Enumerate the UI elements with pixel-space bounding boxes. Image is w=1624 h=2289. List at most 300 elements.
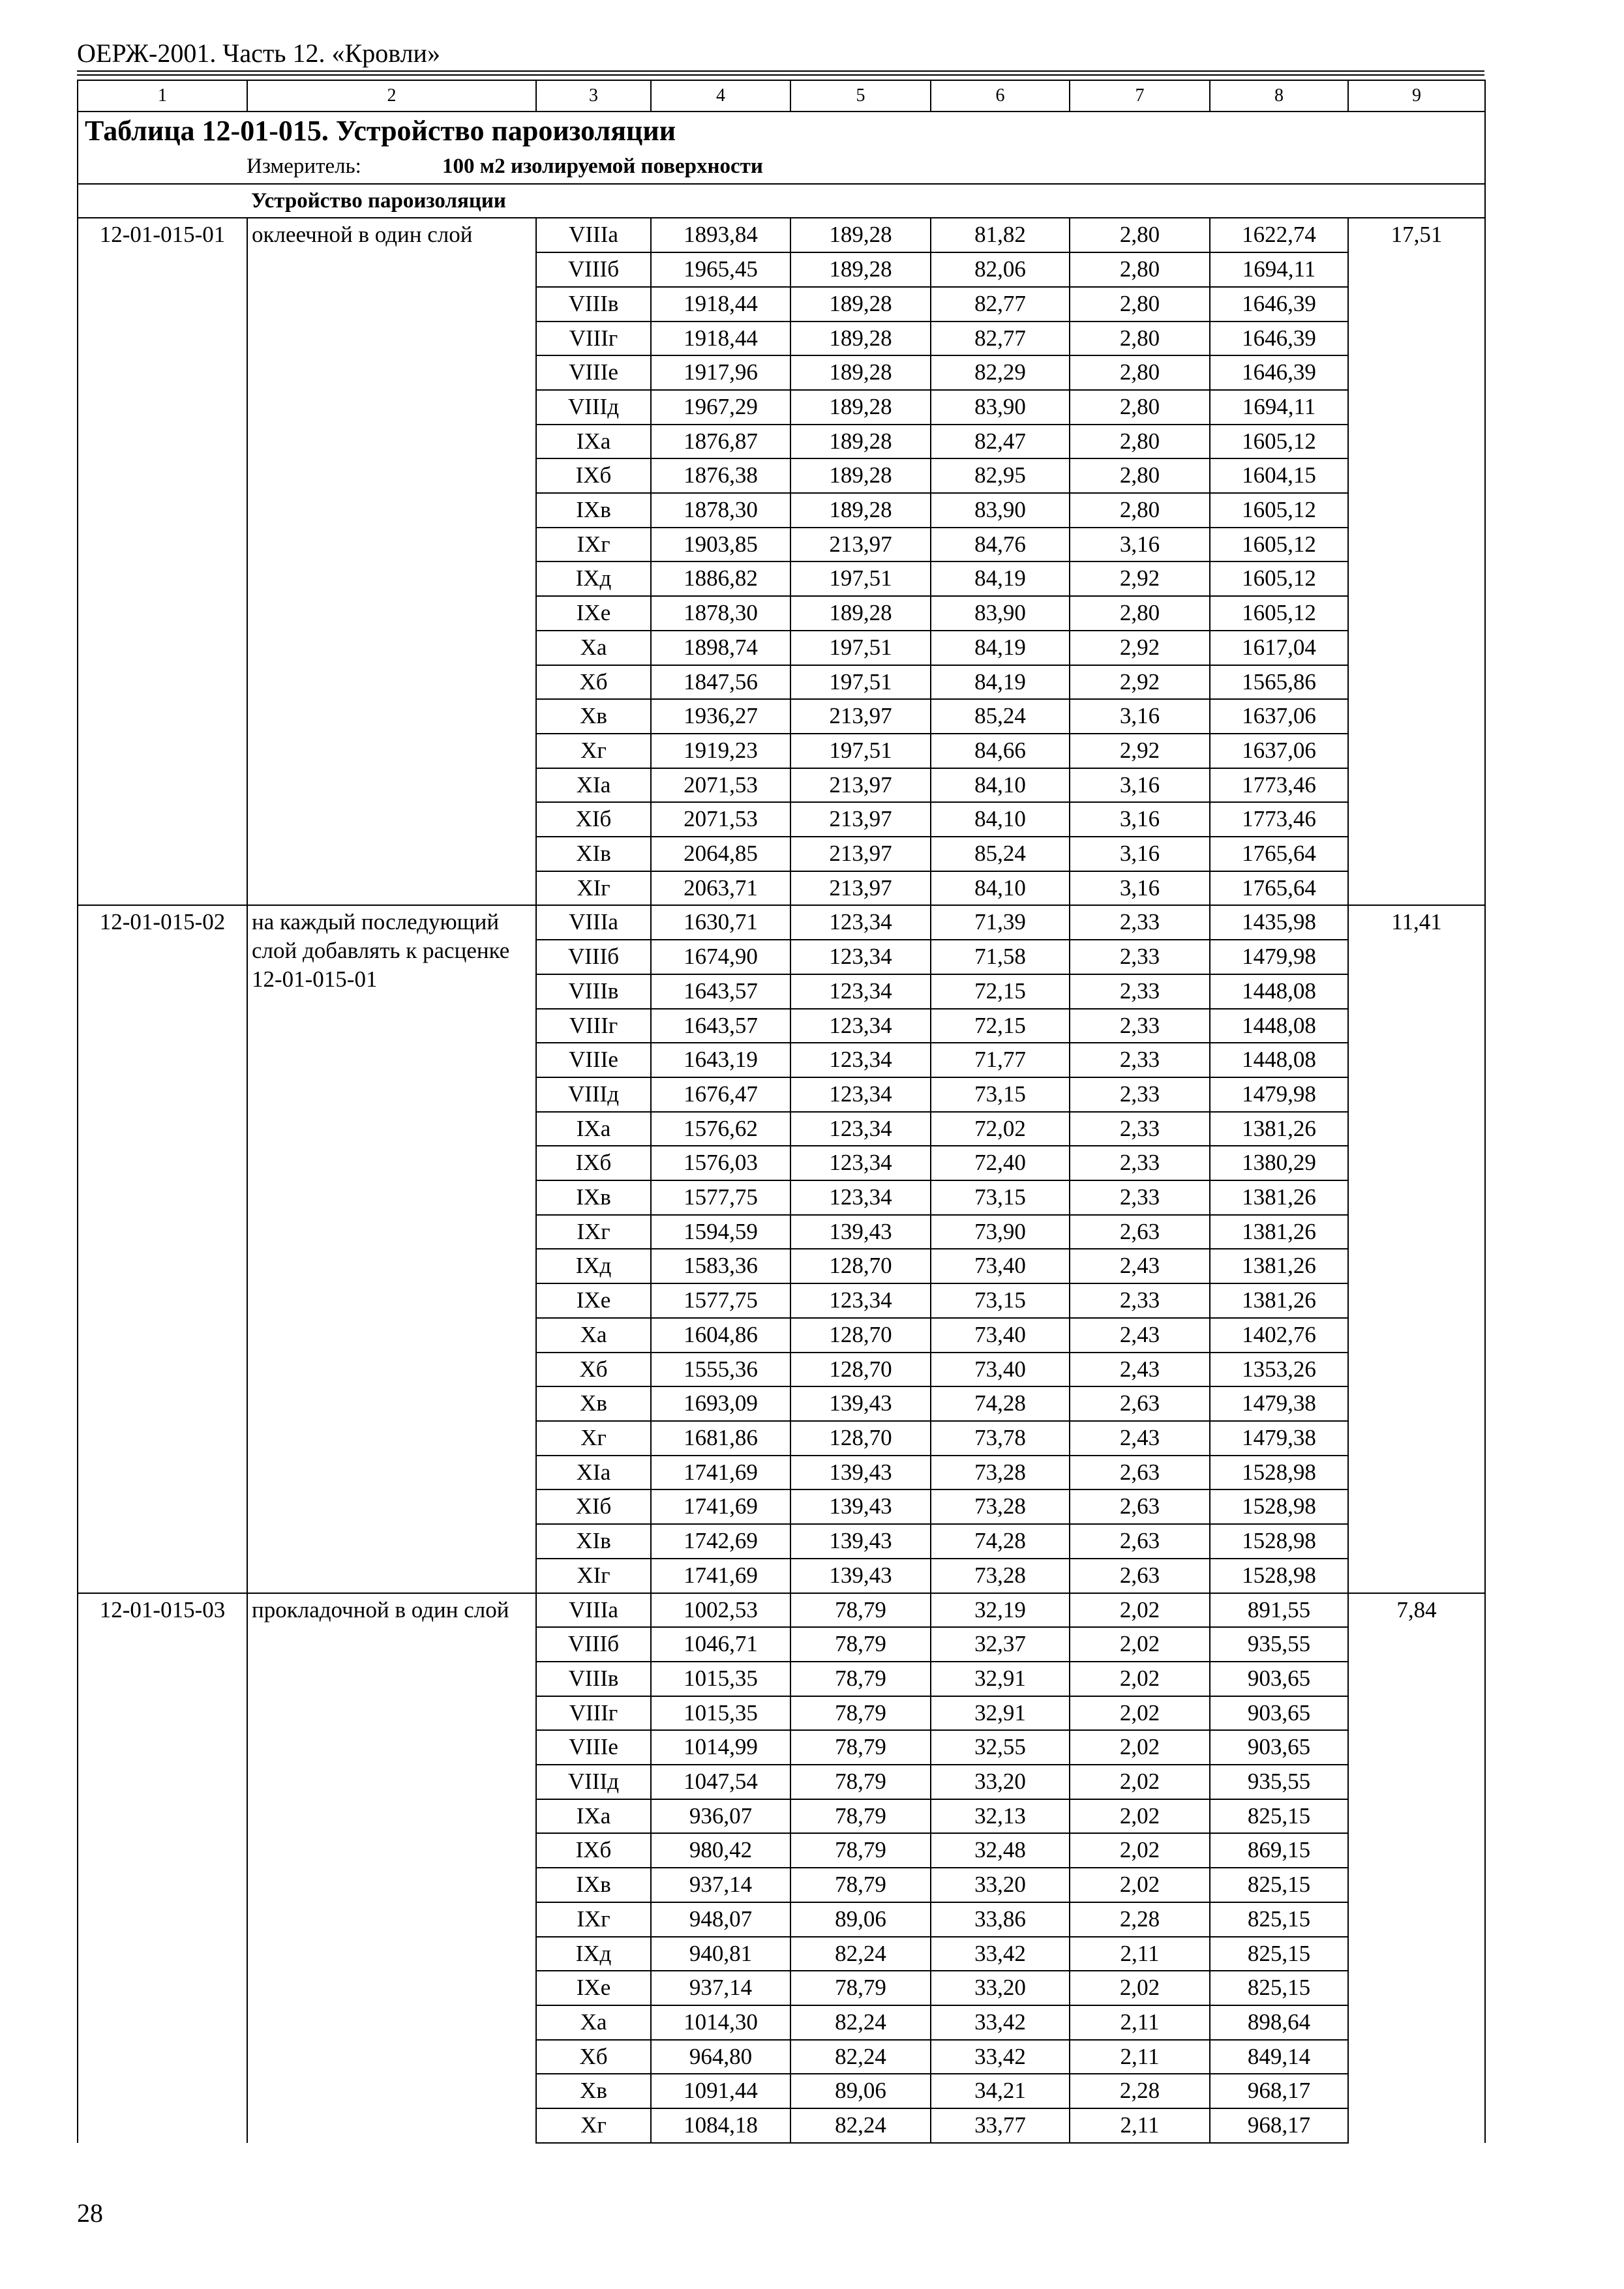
cell: 1643,19 [651,1043,790,1077]
cell: 3,16 [1070,802,1210,837]
cell: 78,79 [790,1662,931,1696]
cell: 903,65 [1210,1662,1348,1696]
cell: XIа [536,1456,651,1490]
cell: Xб [536,1353,651,1387]
cell: Xб [536,665,651,700]
cell: 78,79 [790,1627,931,1662]
cell: 2,80 [1070,458,1210,493]
cell: 2,63 [1070,1456,1210,1490]
rate-code: 12-01-015-01 [78,218,247,905]
cell: 189,28 [790,458,931,493]
cell: 2063,71 [651,871,790,906]
cell: 2,92 [1070,561,1210,596]
cell: 1605,12 [1210,561,1348,596]
cell: 1918,44 [651,287,790,322]
cell: 123,34 [790,905,931,940]
cell: 1604,15 [1210,458,1348,493]
cell: VIIIб [536,940,651,974]
column-number: 6 [931,80,1070,112]
cell: 1878,30 [651,596,790,631]
cell: 825,15 [1210,1799,1348,1834]
measure-cell [78,150,1485,184]
cell: 2,02 [1070,1799,1210,1834]
column-number: 2 [247,80,536,112]
column-number: 8 [1210,80,1348,112]
cell: IXв [536,1180,651,1215]
cell: VIIIе [536,1730,651,1765]
cell: 1674,90 [651,940,790,974]
cell: 1435,98 [1210,905,1348,940]
cell: 935,55 [1210,1765,1348,1799]
cell: 1681,86 [651,1421,790,1456]
cell: 73,28 [931,1559,1070,1593]
cell: 2,02 [1070,1730,1210,1765]
cell: 1876,87 [651,425,790,459]
cell: 1876,38 [651,458,790,493]
cell: 33,20 [931,1971,1070,2005]
cell: IXе [536,1283,651,1318]
cell: 1014,99 [651,1730,790,1765]
cell: XIв [536,837,651,871]
cell: 72,15 [931,974,1070,1009]
running-header: ОЕРЖ-2001. Часть 12. «Кровли» [77,38,440,68]
cell: IXг [536,1902,651,1937]
cell: 213,97 [790,802,931,837]
cell: XIб [536,1489,651,1524]
column-number-row [78,80,1485,112]
cell: 73,40 [931,1249,1070,1283]
cell: 1448,08 [1210,1009,1348,1043]
cell: 1741,69 [651,1456,790,1490]
work-description: прокладочной в один слой [247,1593,536,2143]
cell: 72,40 [931,1146,1070,1180]
cell: 2,63 [1070,1215,1210,1249]
cell: 189,28 [790,287,931,322]
cell: 1605,12 [1210,596,1348,631]
cell: 825,15 [1210,1868,1348,1902]
cell: 78,79 [790,1765,931,1799]
cell: 2,02 [1070,1971,1210,2005]
cell: 2,02 [1070,1765,1210,1799]
cell: IXд [536,1937,651,1971]
cell: 71,39 [931,905,1070,940]
cell: 2,80 [1070,425,1210,459]
cell: 891,55 [1210,1593,1348,1628]
cell: 1967,29 [651,390,790,425]
cell: 2,43 [1070,1249,1210,1283]
cell: 78,79 [790,1593,931,1628]
cell: 2,33 [1070,1009,1210,1043]
cell: 2,02 [1070,1593,1210,1628]
cell: IXв [536,493,651,528]
cell: 964,80 [651,2040,790,2074]
cell: 73,15 [931,1283,1070,1318]
cell: 123,34 [790,1283,931,1318]
cell: 128,70 [790,1353,931,1387]
cell: 32,55 [931,1730,1070,1765]
cell: VIIIг [536,1696,651,1731]
cell: 82,24 [790,2005,931,2040]
cell: 123,34 [790,1009,931,1043]
cell: 825,15 [1210,1971,1348,2005]
cell: 32,91 [931,1662,1070,1696]
cell: 139,43 [790,1524,931,1559]
cell: 123,34 [790,974,931,1009]
cell: 1919,23 [651,734,790,768]
cell: 1693,09 [651,1386,790,1421]
cell: 72,15 [931,1009,1070,1043]
cell: 78,79 [790,1696,931,1731]
cell: 1015,35 [651,1662,790,1696]
cell: 82,77 [931,322,1070,356]
cell: VIIIв [536,974,651,1009]
cell: 73,40 [931,1318,1070,1353]
cell: 139,43 [790,1456,931,1490]
cell: 123,34 [790,1146,931,1180]
cell: 74,28 [931,1386,1070,1421]
cell: Xа [536,631,651,665]
labor-value: 11,41 [1348,905,1485,1593]
cell: 82,29 [931,355,1070,390]
cell: 213,97 [790,699,931,734]
cell: 72,02 [931,1112,1070,1146]
cell: 2,43 [1070,1421,1210,1456]
cell: 1002,53 [651,1593,790,1628]
cell: 32,48 [931,1833,1070,1868]
cell: 89,06 [790,1902,931,1937]
cell: 849,14 [1210,2040,1348,2074]
cell: VIIIд [536,1765,651,1799]
cell: 2071,53 [651,802,790,837]
cell: XIб [536,802,651,837]
cell: 948,07 [651,1902,790,1937]
table-row [78,218,1485,252]
cell: Xа [536,2005,651,2040]
cell: 1903,85 [651,528,790,562]
cell: 71,58 [931,940,1070,974]
cell: 2,11 [1070,1937,1210,1971]
cell: 33,42 [931,2005,1070,2040]
cell: 139,43 [790,1559,931,1593]
cell: 84,66 [931,734,1070,768]
section-spacer [78,184,247,218]
cell: 1643,57 [651,974,790,1009]
rates-table [77,80,1486,2144]
cell: 940,81 [651,1937,790,1971]
cell: 2,43 [1070,1353,1210,1387]
cell: 189,28 [790,493,931,528]
section-row [78,184,1485,218]
cell: 1605,12 [1210,528,1348,562]
cell: 2,02 [1070,1627,1210,1662]
rate-code: 12-01-015-03 [78,1593,247,2143]
cell: 1576,03 [651,1146,790,1180]
cell: 213,97 [790,871,931,906]
cell: 1381,26 [1210,1112,1348,1146]
cell: 128,70 [790,1249,931,1283]
cell: 1583,36 [651,1249,790,1283]
cell: 1576,62 [651,1112,790,1146]
cell: 34,21 [931,2074,1070,2108]
cell: 82,24 [790,2040,931,2074]
cell: 2,33 [1070,940,1210,974]
cell: 213,97 [790,768,931,803]
cell: 2,63 [1070,1524,1210,1559]
cell: 1742,69 [651,1524,790,1559]
cell: 189,28 [790,218,931,252]
cell: XIв [536,1524,651,1559]
cell: 189,28 [790,322,931,356]
cell: 1046,71 [651,1627,790,1662]
cell: 903,65 [1210,1696,1348,1731]
cell: 2,11 [1070,2005,1210,2040]
cell: 2064,85 [651,837,790,871]
cell: VIIIб [536,1627,651,1662]
cell: 1643,57 [651,1009,790,1043]
cell: 33,86 [931,1902,1070,1937]
cell: 2,33 [1070,1077,1210,1112]
cell: 1878,30 [651,493,790,528]
column-number: 1 [78,80,247,112]
cell: 123,34 [790,940,931,974]
cell: IXе [536,1971,651,2005]
cell: 1694,11 [1210,252,1348,287]
cell: Xг [536,1421,651,1456]
cell: 2,80 [1070,287,1210,322]
cell: 123,34 [790,1043,931,1077]
cell: 123,34 [790,1077,931,1112]
cell: 1014,30 [651,2005,790,2040]
cell: IXг [536,1215,651,1249]
cell: 968,17 [1210,2108,1348,2143]
cell: 78,79 [790,1799,931,1834]
column-number: 9 [1348,80,1485,112]
cell: Xв [536,699,651,734]
cell: 33,20 [931,1765,1070,1799]
cell: 936,07 [651,1799,790,1834]
cell: 2,92 [1070,631,1210,665]
cell: 2,80 [1070,355,1210,390]
cell: 1630,71 [651,905,790,940]
cell: 189,28 [790,390,931,425]
cell: 825,15 [1210,1937,1348,1971]
cell: 2,02 [1070,1696,1210,1731]
cell: 1528,98 [1210,1559,1348,1593]
cell: 1381,26 [1210,1283,1348,1318]
cell: Xг [536,734,651,768]
cell: 968,17 [1210,2074,1348,2108]
cell: 1565,86 [1210,665,1348,700]
cell: 197,51 [790,631,931,665]
cell: 1555,36 [651,1353,790,1387]
cell: 1646,39 [1210,355,1348,390]
cell: 84,19 [931,561,1070,596]
cell: 82,24 [790,1937,931,1971]
cell: 903,65 [1210,1730,1348,1765]
cell: 139,43 [790,1386,931,1421]
cell: 3,16 [1070,699,1210,734]
cell: 1886,82 [651,561,790,596]
cell: 2,33 [1070,974,1210,1009]
cell: 2,80 [1070,252,1210,287]
cell: 2,28 [1070,2074,1210,2108]
cell: 33,77 [931,2108,1070,2143]
cell: 78,79 [790,1971,931,2005]
cell: 2,63 [1070,1559,1210,1593]
cell: 73,28 [931,1489,1070,1524]
cell: 33,42 [931,1937,1070,1971]
cell: 32,91 [931,1696,1070,1731]
cell: 74,28 [931,1524,1070,1559]
cell: 1676,47 [651,1077,790,1112]
cell: 128,70 [790,1421,931,1456]
column-number: 5 [790,80,931,112]
cell: 139,43 [790,1215,931,1249]
cell: 1047,54 [651,1765,790,1799]
cell: 1084,18 [651,2108,790,2143]
cell: VIIIа [536,905,651,940]
cell: VIIIе [536,1043,651,1077]
cell: 2,11 [1070,2040,1210,2074]
cell: 1479,98 [1210,1077,1348,1112]
title-row [78,112,1485,150]
column-number: 4 [651,80,790,112]
cell: 869,15 [1210,1833,1348,1868]
cell: 73,15 [931,1077,1070,1112]
cell: 1448,08 [1210,974,1348,1009]
cell: Xа [536,1318,651,1353]
cell: 1936,27 [651,699,790,734]
cell: 825,15 [1210,1902,1348,1937]
cell: 82,77 [931,287,1070,322]
cell: 1528,98 [1210,1456,1348,1490]
cell: 3,16 [1070,768,1210,803]
cell: 2,80 [1070,390,1210,425]
cell: 189,28 [790,596,931,631]
labor-value: 7,84 [1348,1593,1485,2143]
cell: 1898,74 [651,631,790,665]
cell: 2,11 [1070,2108,1210,2143]
cell: 1091,44 [651,2074,790,2108]
cell: VIIIд [536,1077,651,1112]
cell: 2,33 [1070,1112,1210,1146]
cell: 123,34 [790,1112,931,1146]
cell: 1577,75 [651,1180,790,1215]
cell: 2,02 [1070,1868,1210,1902]
cell: 1381,26 [1210,1249,1348,1283]
cell: Xв [536,2074,651,2108]
cell: 980,42 [651,1833,790,1868]
cell: 83,90 [931,493,1070,528]
cell: 1353,26 [1210,1353,1348,1387]
cell: 73,28 [931,1456,1070,1490]
cell: 1773,46 [1210,768,1348,803]
cell: IXе [536,596,651,631]
cell: 32,37 [931,1627,1070,1662]
cell: 128,70 [790,1318,931,1353]
cell: 84,76 [931,528,1070,562]
cell: 78,79 [790,1868,931,1902]
cell: 82,06 [931,252,1070,287]
cell: 82,24 [790,2108,931,2143]
table-row [78,1593,1485,1628]
cell: 1605,12 [1210,425,1348,459]
cell: 1528,98 [1210,1489,1348,1524]
cell: 89,06 [790,2074,931,2108]
cell: 84,10 [931,871,1070,906]
measure-row [78,150,1485,184]
cell: IXб [536,1833,651,1868]
cell: 84,10 [931,802,1070,837]
cell: VIIIв [536,1662,651,1696]
cell: XIг [536,871,651,906]
cell: 1528,98 [1210,1524,1348,1559]
cell: 937,14 [651,1971,790,2005]
cell: IXа [536,1112,651,1146]
cell: 83,90 [931,596,1070,631]
cell: XIг [536,1559,651,1593]
cell: IXа [536,425,651,459]
cell: 1847,56 [651,665,790,700]
cell: 898,64 [1210,2005,1348,2040]
cell: 197,51 [790,734,931,768]
cell: 1646,39 [1210,287,1348,322]
cell: VIIIа [536,218,651,252]
cell: 2,80 [1070,493,1210,528]
cell: 1479,38 [1210,1421,1348,1456]
cell: 1694,11 [1210,390,1348,425]
cell: XIа [536,768,651,803]
cell: 139,43 [790,1489,931,1524]
cell: 1637,06 [1210,699,1348,734]
cell: 2,80 [1070,596,1210,631]
cell: VIIIв [536,287,651,322]
cell: 2,80 [1070,218,1210,252]
cell: IXд [536,561,651,596]
cell: 1765,64 [1210,871,1348,906]
cell: 1604,86 [651,1318,790,1353]
cell: VIIIг [536,322,651,356]
cell: 81,82 [931,218,1070,252]
column-number: 7 [1070,80,1210,112]
cell: 1594,59 [651,1215,790,1249]
cell: 1577,75 [651,1283,790,1318]
cell: IXб [536,1146,651,1180]
cell: 1479,38 [1210,1386,1348,1421]
cell: 2,33 [1070,905,1210,940]
cell: 2,92 [1070,734,1210,768]
cell: 85,24 [931,699,1070,734]
cell: 33,42 [931,2040,1070,2074]
cell: 2,33 [1070,1283,1210,1318]
measure-value: 100 м2 изолируемой поверхности [442,155,763,179]
cell: 189,28 [790,425,931,459]
cell: VIIIе [536,355,651,390]
cell: IXг [536,528,651,562]
cell: 2,80 [1070,322,1210,356]
cell: 3,16 [1070,528,1210,562]
cell: 82,47 [931,425,1070,459]
cell: 1605,12 [1210,493,1348,528]
cell: 2,28 [1070,1902,1210,1937]
rate-code: 12-01-015-02 [78,905,247,1593]
cell: 1479,98 [1210,940,1348,974]
cell: Xв [536,1386,651,1421]
cell: 1015,35 [651,1696,790,1731]
cell: VIIIа [536,1593,651,1628]
cell: 1617,04 [1210,631,1348,665]
cell: 2,02 [1070,1833,1210,1868]
